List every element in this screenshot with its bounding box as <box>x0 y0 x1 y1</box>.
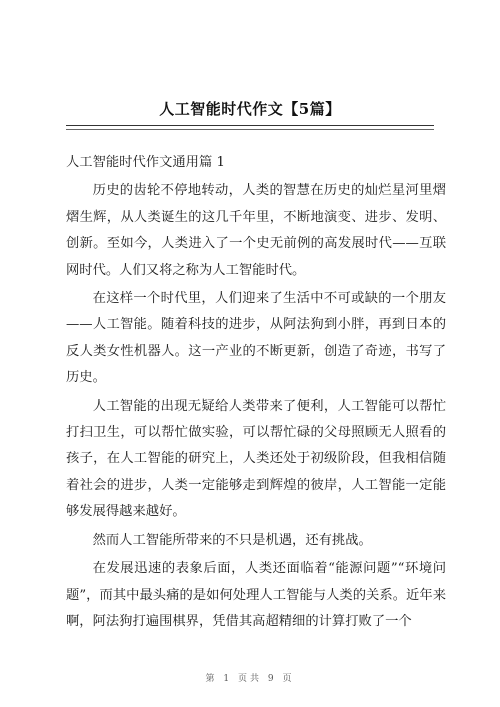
document-body <box>66 150 446 637</box>
title-divider-thin <box>66 129 434 130</box>
section-heading: 人工智能时代作文通用篇 1 <box>66 155 225 170</box>
page-footer: 第 1 页共 9 页 <box>205 674 295 684</box>
title-divider <box>66 125 434 126</box>
paragraph-3: 人工智能的出现无疑给人类带来了便利，人工智能可以帮忙打扫卫生，可以帮忙做实验，可以帮忙碌的父母照顾无人照看的孩子，在人工智能的研究上，人类还处于初级阶段，但我相信随着社会的进步，人类一定能够走到辉煌的彼岸，人工智能一定能够发展得越来越好。 <box>66 398 446 520</box>
paragraph-4: 然而人工智能所带来的不只是机遇，还有挑战。 <box>92 532 372 548</box>
paragraph-5: 在发展迅速的表象后面，人类还面临着“能源问题”“环境问题”，而其中最头痛的是如何处理人工智能与人类的关系。近年来啊，阿法狗打遍围棋界，凭借其高超精细的计算打败了一个 <box>66 561 446 629</box>
paragraph-1: 历史的齿轮不停地转动，人类的智慧在历史的灿烂星河里熠熠生辉，从人类诞生的这几千年里，不断地演变、进步、发明、创新。至如今，人类进入了一个史无前例的高发展时代——互联网时代。人们又将之称为人工智能时代。 <box>66 183 446 278</box>
document-title: 人工智能时代作文【5篇】 <box>159 100 341 118</box>
paragraph-2: 在这样一个时代里，人们迎来了生活中不可或缺的一个朋友——人工智能。随着科技的进步，从阿法狗到小胖，再到日本的反人类女性机器人。这一产业的不断更新，创造了奇迹，书写了历史。 <box>66 291 446 386</box>
